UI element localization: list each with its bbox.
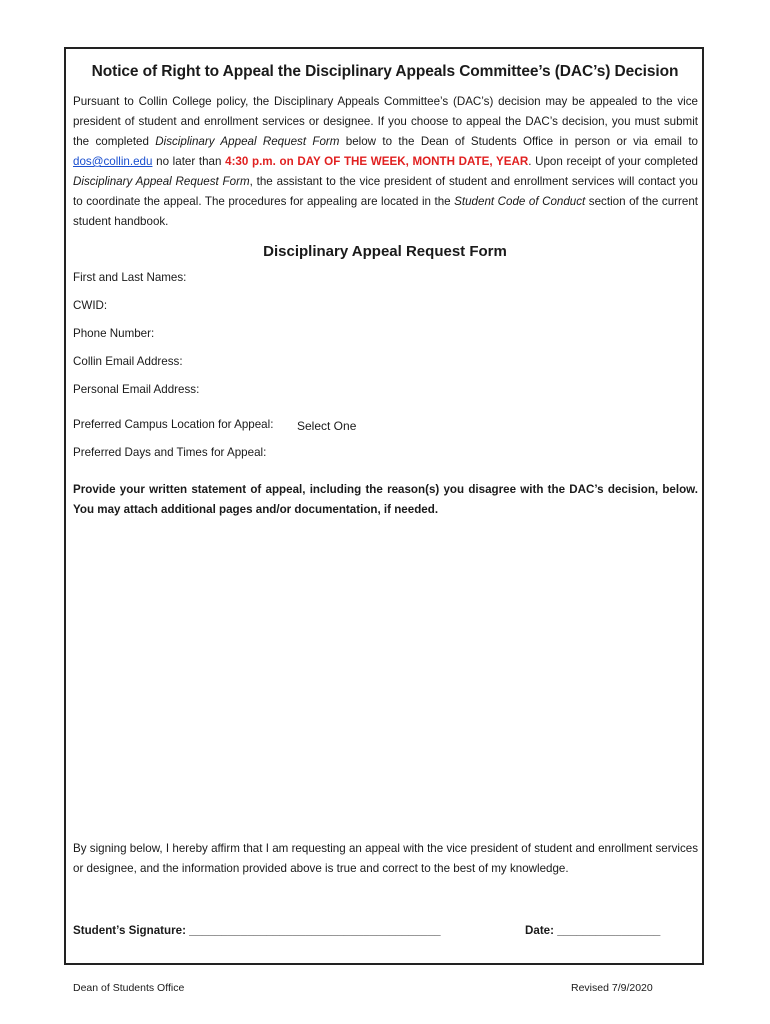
personal-email-label: Personal Email Address:	[73, 383, 200, 396]
campus-select[interactable]: Select One	[297, 419, 357, 433]
deadline-text: 4:30 p.m. on DAY OF THE WEEK, MONTH DATE, YEAR	[225, 155, 529, 168]
signature-line[interactable]: Student’s Signature: _______________________________________	[73, 924, 441, 937]
affirmation-text: By signing below, I hereby affirm that I am requesting an appeal with the vice president of student and enrollment services or designee, and the information provided above is true and correct to the best of my knowledge.	[73, 842, 698, 875]
code-of-conduct-reference: Student Code of Conduct	[454, 195, 586, 208]
page-title: Notice of Right to Appeal the Disciplinary Appeals Committee’s (DAC’s) Decision	[91, 63, 679, 80]
notice-text-3: no later than	[152, 155, 226, 168]
notice-text-5: , the assistant to the vice president of student and enrollment services will contact you to coordinate the appeal. The procedures for appealing are located in the	[73, 175, 698, 208]
times-field[interactable]	[73, 446, 266, 459]
collin-email-field[interactable]	[73, 355, 183, 368]
campus-label: Preferred Campus Location for Appeal:	[73, 418, 274, 431]
cwid-field[interactable]	[73, 299, 107, 312]
phone-label: Phone Number:	[73, 327, 155, 340]
footer-office: Dean of Students Office	[73, 982, 185, 994]
name-field[interactable]	[73, 271, 186, 284]
footer-revised: Revised 7/9/2020	[571, 982, 653, 994]
name-label: First and Last Names:	[73, 271, 187, 284]
notice-text-2: below to the Dean of Students Office in person or via email to	[339, 135, 698, 148]
form-heading: Disciplinary Appeal Request Form	[263, 243, 507, 260]
notice-text-4: . Upon receipt of your completed	[528, 155, 698, 168]
cwid-label: CWID:	[73, 299, 108, 312]
statement-prompt: Provide your written statement of appeal, including the reason(s) you disagree with the DAC’s decision, below. You may attach additional pages and/or documentation, if needed.	[73, 483, 698, 516]
form-name-reference: Disciplinary Appeal Request Form	[155, 135, 340, 148]
personal-email-field[interactable]	[73, 383, 199, 396]
date-line[interactable]: Date: ________________	[525, 924, 661, 937]
collin-email-label: Collin Email Address:	[73, 355, 183, 368]
phone-field[interactable]	[73, 327, 154, 340]
notice-text-6: section of the current student handbook.	[73, 195, 698, 228]
form-name-reference: Disciplinary Appeal Request Form	[73, 175, 250, 188]
appeal-statement-input[interactable]	[73, 525, 702, 834]
notice-text-1: Pursuant to Collin College policy, the Disciplinary Appeals Committee’s (DAC’s) decision may be appealed to the vice president of student and enrollment services or designee. If you choose to appeal the DAC’s decision, you must submit the completed	[73, 95, 698, 148]
email-link[interactable]: dos@collin.edu	[73, 155, 153, 168]
notice-paragraph	[73, 92, 698, 232]
times-label: Preferred Days and Times for Appeal:	[73, 446, 267, 459]
